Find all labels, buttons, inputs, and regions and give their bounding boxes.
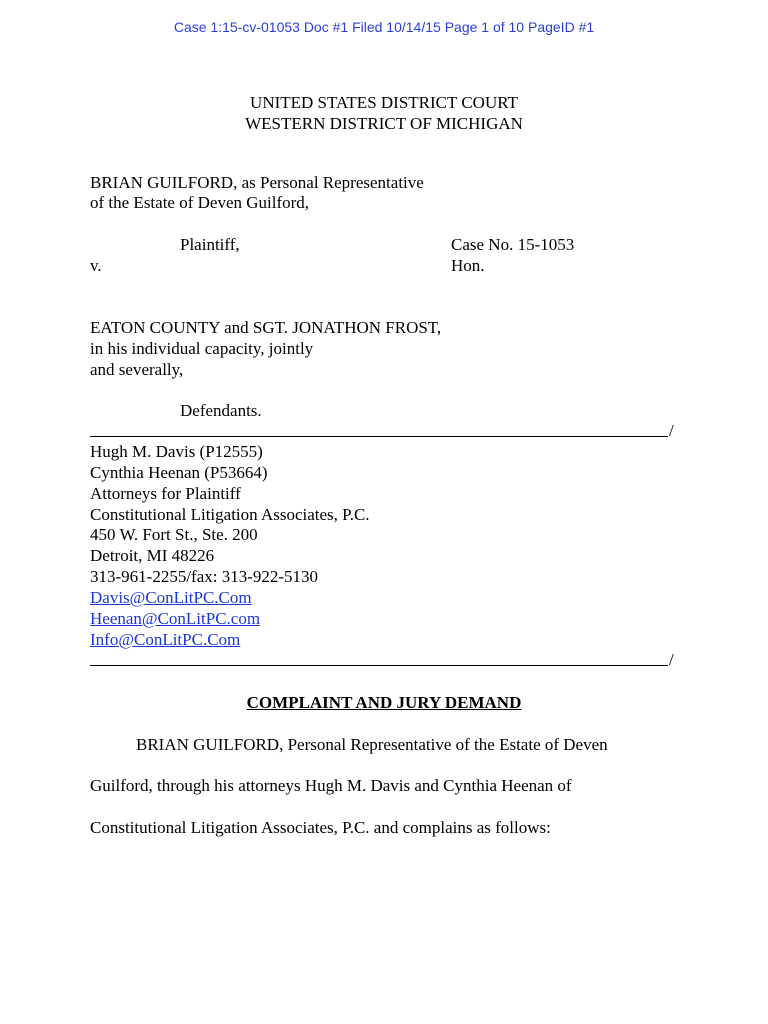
firm-phone-fax: 313-961-2255/fax: 313-922-5130 <box>90 567 319 586</box>
email-link-davis[interactable]: Davis@ConLitPC.Com <box>90 588 252 607</box>
caption-divider-top <box>90 436 668 437</box>
caption-divider-top-slash: / <box>669 421 674 440</box>
defendant-role: Defendants. <box>180 401 262 420</box>
defendant-capacity: in his individual capacity, jointly <box>90 339 314 358</box>
defendant-severally: and severally, <box>90 360 184 379</box>
plaintiff-name: BRIAN GUILFORD, as Personal Representative <box>90 173 424 192</box>
judge-label: Hon. <box>451 256 485 275</box>
body-text-line-2: Guilford, through his attorneys Hugh M. Davis and Cynthia Heenan of <box>90 776 572 795</box>
attorney-name-1: Hugh M. Davis (P12555) <box>90 442 263 461</box>
email-link-heenan[interactable]: Heenan@ConLitPC.com <box>90 609 261 628</box>
caption-divider-bottom <box>90 665 668 666</box>
plaintiff-estate: of the Estate of Deven Guilford, <box>90 193 310 212</box>
body-text-line-1: BRIAN GUILFORD, Personal Representative of the Estate of Deven <box>136 735 608 754</box>
attorney-role: Attorneys for Plaintiff <box>90 484 241 503</box>
case-number: Case No. 15-1053 <box>451 235 575 254</box>
firm-address-street: 450 W. Fort St., Ste. 200 <box>90 525 258 544</box>
caption-divider-bottom-slash: / <box>669 650 674 669</box>
ecf-header-stamp: Case 1:15-cv-01053 Doc #1 Filed 10/14/15 Page 1 of 10 PageID #1 <box>173 19 595 35</box>
document-title: COMPLAINT AND JURY DEMAND <box>246 693 522 712</box>
law-firm-name: Constitutional Litigation Associates, P.C. <box>90 505 370 524</box>
court-name-line2: WESTERN DISTRICT OF MICHIGAN <box>245 114 523 133</box>
email-link-info[interactable]: Info@ConLitPC.Com <box>90 630 241 649</box>
plaintiff-role: Plaintiff, <box>180 235 240 254</box>
versus-label: v. <box>90 256 102 275</box>
firm-address-city: Detroit, MI 48226 <box>90 546 215 565</box>
defendant-names: EATON COUNTY and SGT. JONATHON FROST, <box>90 318 442 337</box>
court-name-line1: UNITED STATES DISTRICT COURT <box>250 93 518 112</box>
attorney-name-2: Cynthia Heenan (P53664) <box>90 463 268 482</box>
body-text-line-3: Constitutional Litigation Associates, P.C. and complains as follows: <box>90 818 551 837</box>
